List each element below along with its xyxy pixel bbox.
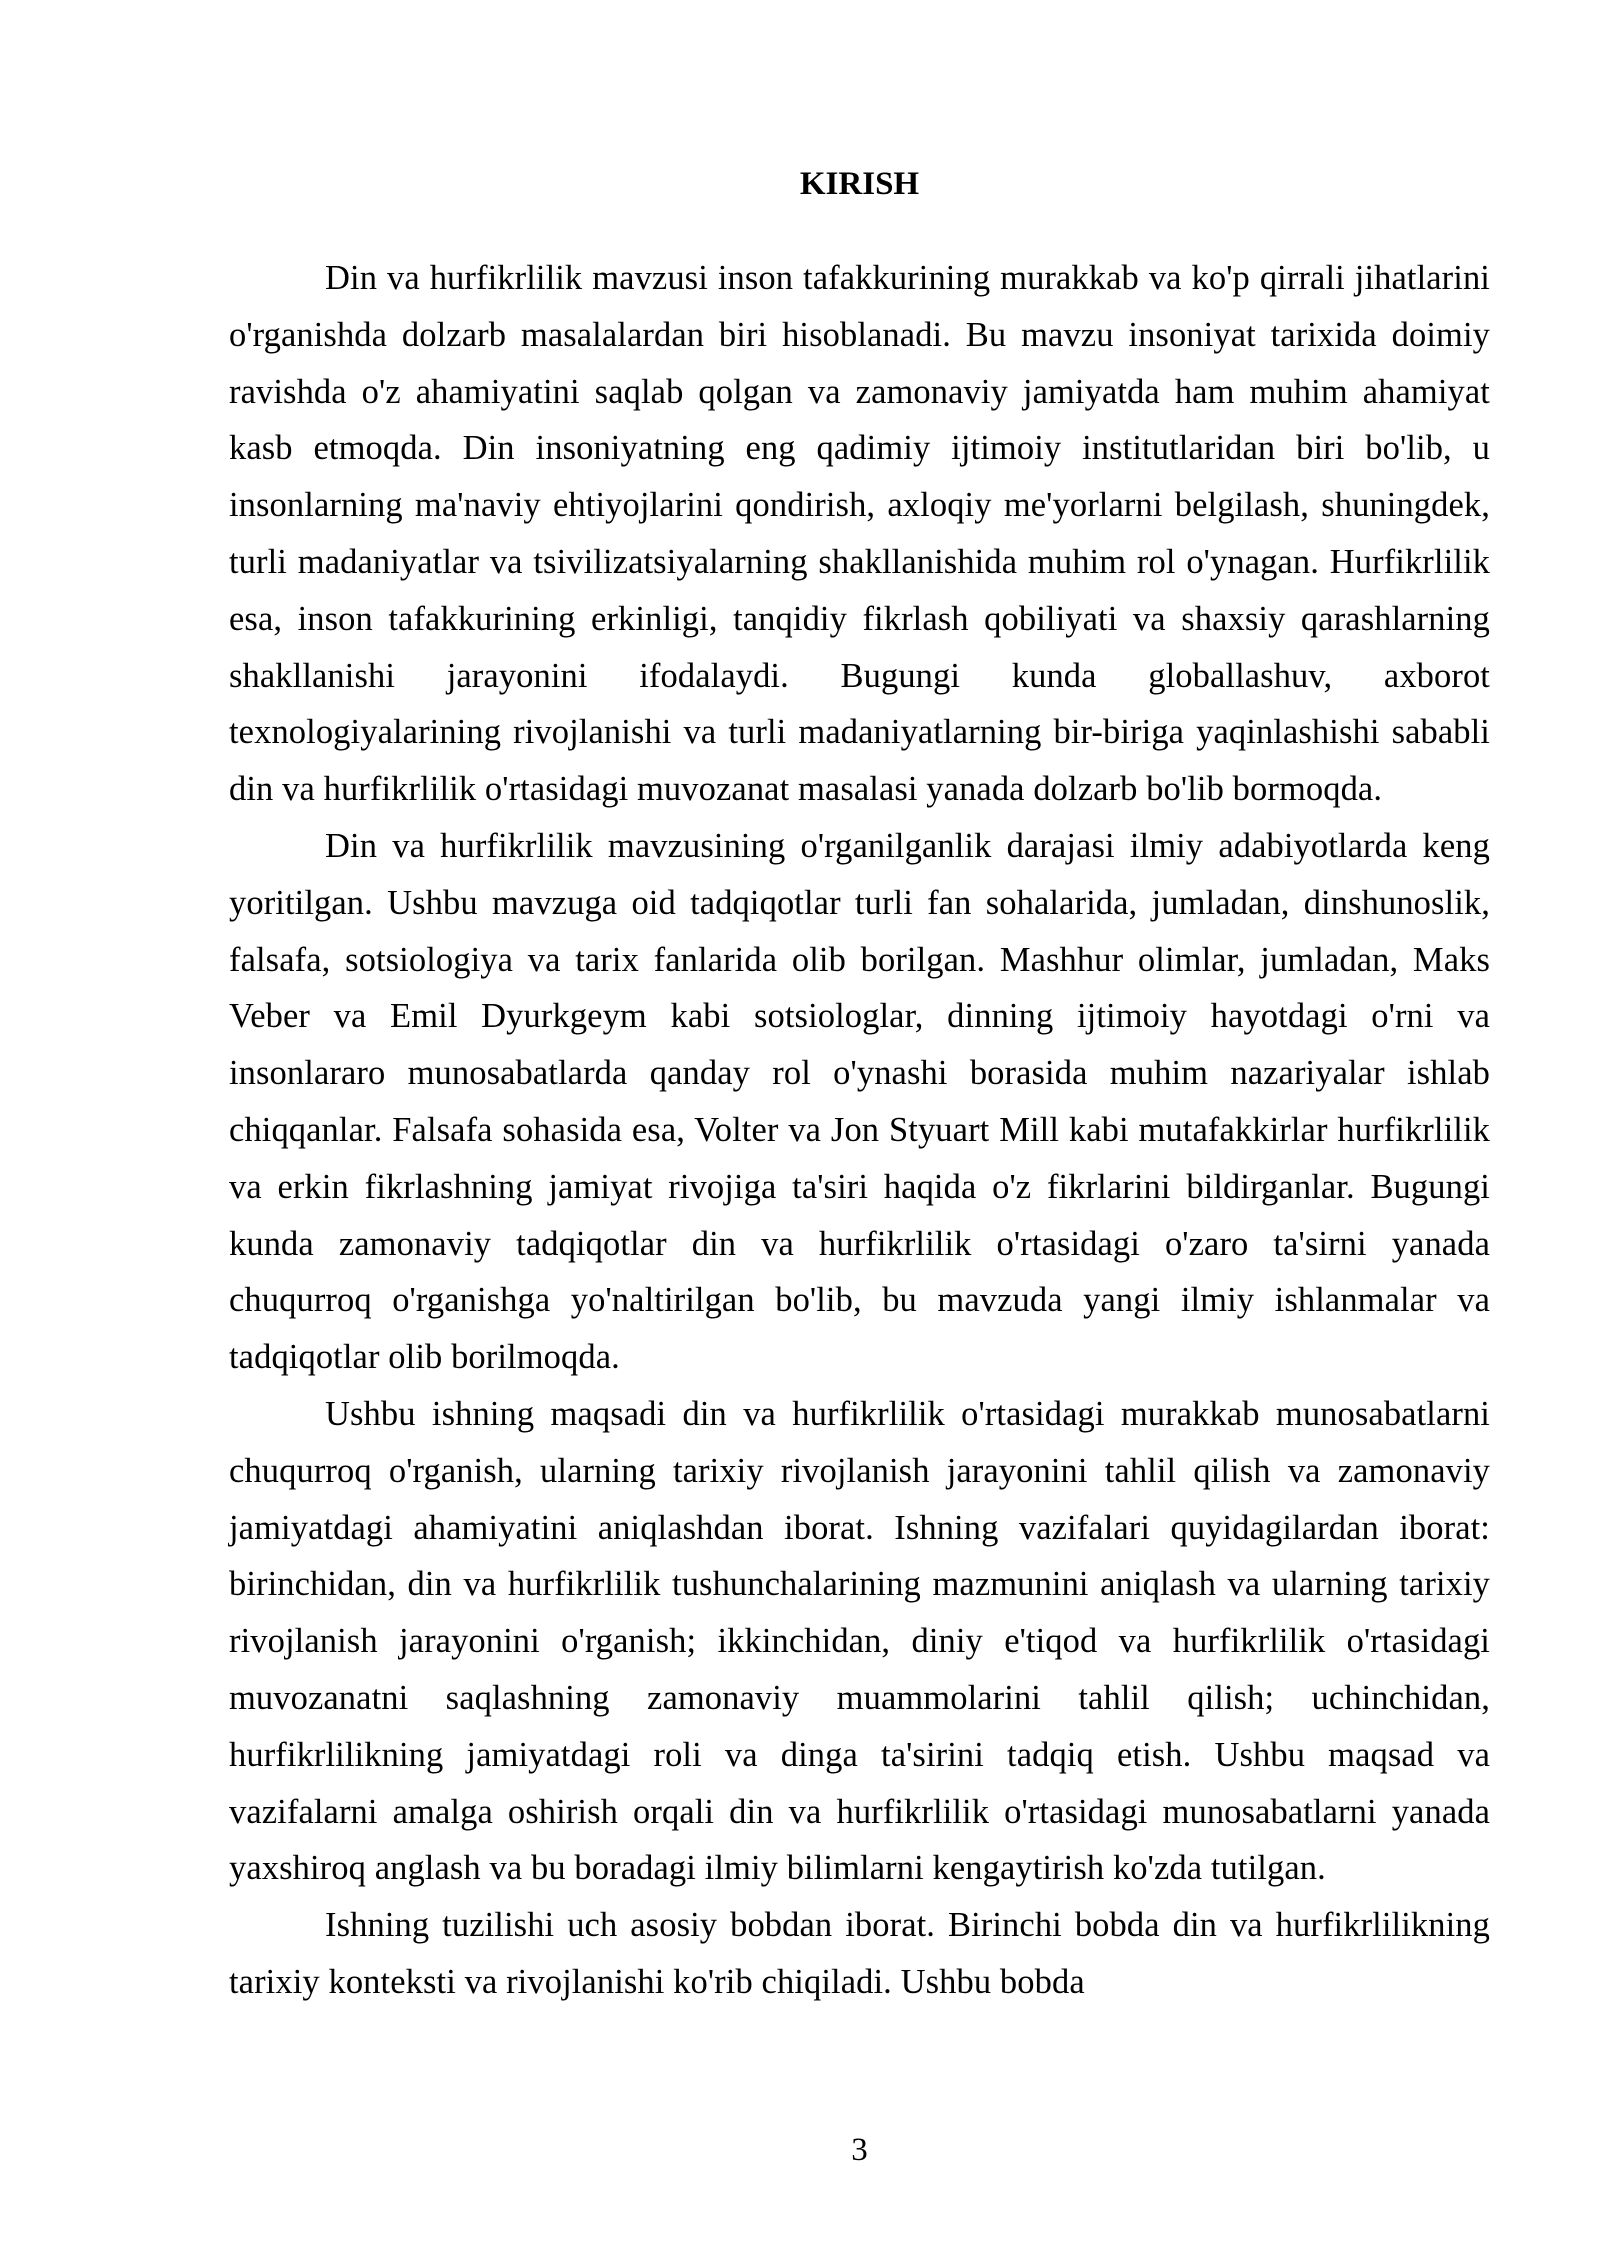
body-text xyxy=(229,250,1490,2011)
paragraph: Din va hurfikrlilik mavzusi inson tafakkurining murakkab va ko'p qirrali jihatlarini o'rganishda dolzarb masalalardan biri hisoblanadi. Bu mavzu insoniyat tarixida doimiy ravishda o'z ahamiyatini saqlab qolgan va zamonaviy jamiyatda ham muhim ahamiyat kasb etmoqda. Din insoniyatning eng qadimiy ijtimoiy institutlaridan biri bo'lib, u insonlarning ma'naviy ehtiyojlarini qondirish, axloqiy me'yorlarni belgilash, shuningdek, turli madaniyatlar va tsivilizatsiyalarning shakllanishida muhim rol o'ynagan. Hurfikrlilik esa, inson tafakkurining erkinligi, tanqidiy fikrlash qobiliyati va shaxsiy qarashlarning shakllanishi jarayonini ifodalaydi. Bugungi kunda globallashuv, axborot texnologiyalarining rivojlanishi va turli madaniyatlarning bir-biriga yaqinlashishi sababli din va hurfikrlilik o'rtasidagi muvozanat masalasi yanada dolzarb bo'lib bormoqda. xyxy=(229,259,1490,809)
section-heading: KIRISH xyxy=(799,166,920,202)
paragraph: Din va hurfikrlilik mavzusining o'rganilganlik darajasi ilmiy adabiyotlarda keng yoritilgan. Ushbu mavzuga oid tadqiqotlar turli fan sohalarida, jumladan, dinshunoslik, falsafa, sotsiologiya va tarix fanlarida olib borilgan. Mashhur olimlar, jumladan, Maks Veber va Emil Dyurkgeym kabi sotsiologlar, dinning ijtimoiy hayotdagi o'rni va insonlararo munosabatlarda qanday rol o'ynashi borasida muhim nazariyalar ishlab chiqqanlar. Falsafa sohasida esa, Volter va Jon Styuart Mill kabi mutafakkirlar hurfikrlilik va erkin fikrlashning jamiyat rivojiga ta'siri haqida o'z fikrlarini bildirganlar. Bugungi kunda zamonaviy tadqiqotlar din va hurfikrlilik o'rtasidagi o'zaro ta'sirni yanada chuqurroq o'rganishga yo'naltirilgan bo'lib, bu mavzuda yangi ilmiy ishlanmalar va tadqiqotlar olib borilmoqda. xyxy=(229,826,1490,1377)
page-number: 3 xyxy=(851,2132,868,2168)
paragraph: Ishning tuzilishi uch asosiy bobdan iborat. Birinchi bobda din va hurfikrlilikning tarixiy konteksti va rivojlanishi ko'rib chiqiladi. Ushbu bobda xyxy=(229,1906,1490,2001)
paragraph: Ushbu ishning maqsadi din va hurfikrlilik o'rtasidagi murakkab munosabatlarni chuqurroq o'rganish, ularning tarixiy rivojlanish jarayonini tahlil qilish va zamonaviy jamiyatdagi ahamiyatini aniqlashdan iborat. Ishning vazifalari quyidagilardan iborat: birinchidan, din va hurfikrlilik tushunchalarining mazmunini aniqlash va ularning tarixiy rivojlanish jarayonini o'rganish; ikkinchidan, diniy e'tiqod va hurfikrlilik o'rtasidagi muvozanatni saqlashning zamonaviy muammolarini tahlil qilish; uchinchidan, hurfikrlilikning jamiyatdagi roli va dinga ta'sirini tadqiq etish. Ushbu maqsad va vazifalarni amalga oshirish orqali din va hurfikrlilik o'rtasidagi munosabatlarni yanada yaxshiroq anglash va bu boradagi ilmiy bilimlarni kengaytirish ko'zda tutilgan. xyxy=(229,1394,1490,1888)
